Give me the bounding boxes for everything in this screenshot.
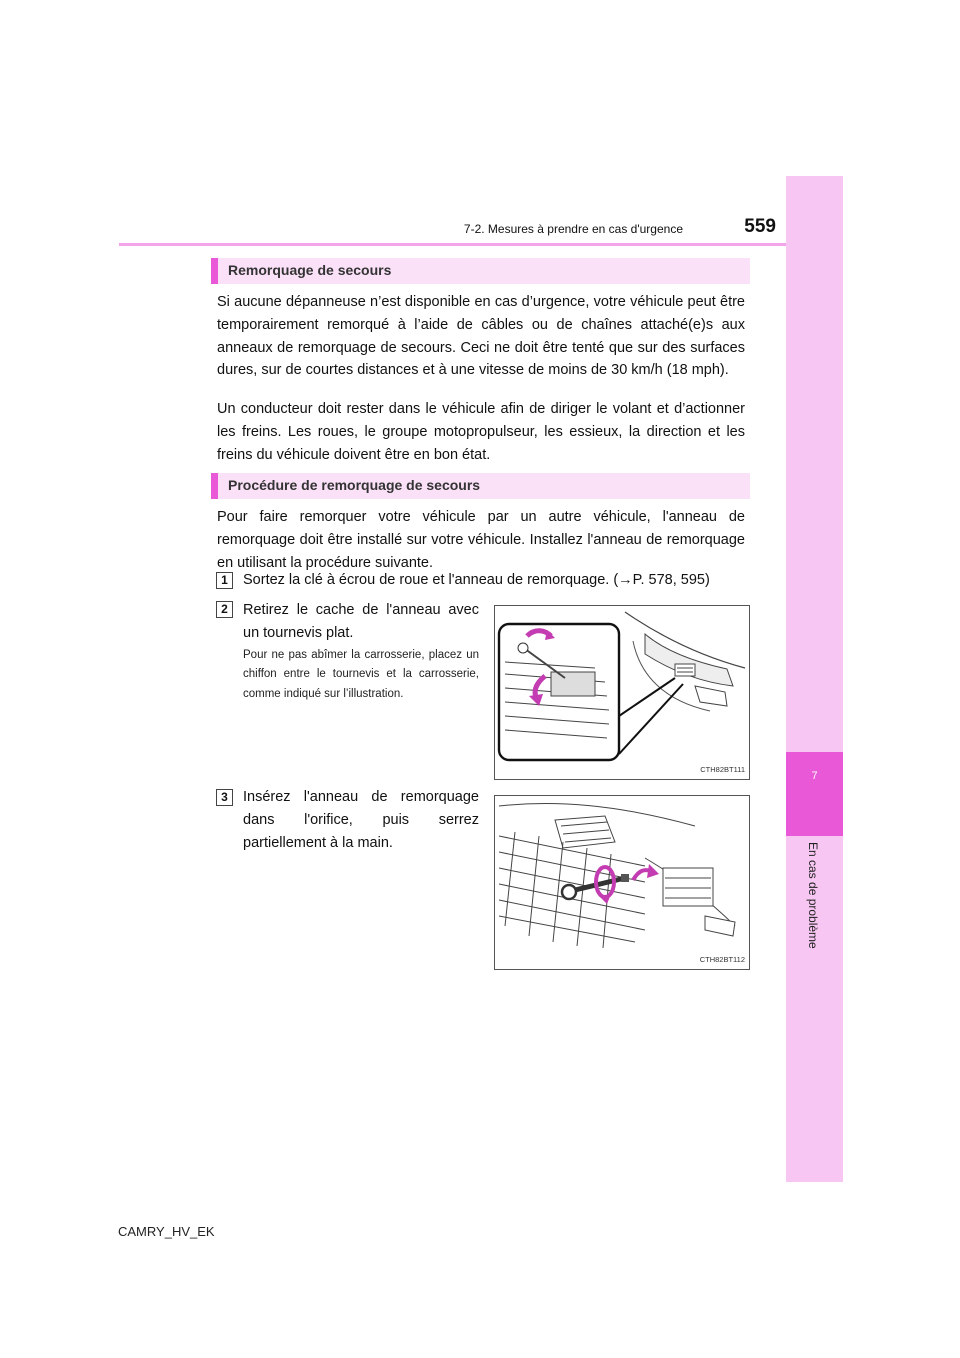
section-heading-towing-procedure <box>211 473 750 499</box>
footer-model-code: CAMRY_HV_EK <box>118 1224 215 1239</box>
chapter-tab-active <box>786 752 843 836</box>
section-heading-text: Procédure de remorquage de secours <box>228 477 481 493</box>
step-1-text: Sortez la clé à écrou de roue et l'anneau de remorquage. (→P. 578, 595) <box>243 572 710 588</box>
illustration-insert-ring <box>495 796 749 969</box>
header-rule <box>119 243 786 246</box>
chapter-number: 7 <box>811 770 818 782</box>
paragraph: Un conducteur doit rester dans le véhicule afin de diriger le volant et d’actionner les freins. Les roues, le groupe motopropulseur, les essieux, la direction et les freins du véhicule doivent être en bon état. <box>217 401 745 463</box>
section-heading-emergency-towing <box>211 258 750 284</box>
paragraph: Pour faire remorquer votre véhicule par un autre véhicule, l'anneau de remorquage doit être installé sur votre véhicule. Installez l'anneau de remorquage en utilisant la procédure suivante. <box>217 509 745 571</box>
paragraph: Si aucune dépanneuse n’est disponible en cas d’urgence, votre véhicule peut être temporairement remorqué à l’aide de câbles ou de chaînes attaché(e)s aux anneaux de remorquage de secours. Ceci ne doit être tenté que sur des surfaces dures, sur de courtes distances et à une vitesse de moins de 30 km/h (18 mph). <box>217 294 745 379</box>
section-heading-text: Remorquage de secours <box>228 262 392 278</box>
step-2-note: Pour ne pas abîmer la carrosserie, placez un chiffon entre le tournevis et la carrosserie, comme indiqué sur l’illustration. <box>243 649 479 700</box>
step-2-text: Retirez le cache de l'anneau avec un tournevis plat. <box>243 602 479 641</box>
figure-insert-ring <box>494 795 750 970</box>
illustration-remove-cover <box>495 606 749 779</box>
chapter-side-tab <box>786 176 843 1182</box>
figure-code: CTH82BT111 <box>700 765 745 774</box>
step-number-badge: 2 <box>216 601 233 618</box>
figure-code: CTH82BT112 <box>699 955 745 964</box>
header-section-title: 7-2. Mesures à prendre en cas d'urgence <box>463 222 683 236</box>
page-number: 559 <box>744 216 776 237</box>
step-number-badge: 3 <box>216 789 233 806</box>
step-number-badge: 1 <box>216 572 233 589</box>
step-3-text: Insérez l'anneau de remorquage dans l'orifice, puis serrez partiellement à la main. <box>243 789 479 851</box>
chapter-title: En cas de problème <box>806 842 820 949</box>
figure-remove-cover <box>494 605 750 780</box>
